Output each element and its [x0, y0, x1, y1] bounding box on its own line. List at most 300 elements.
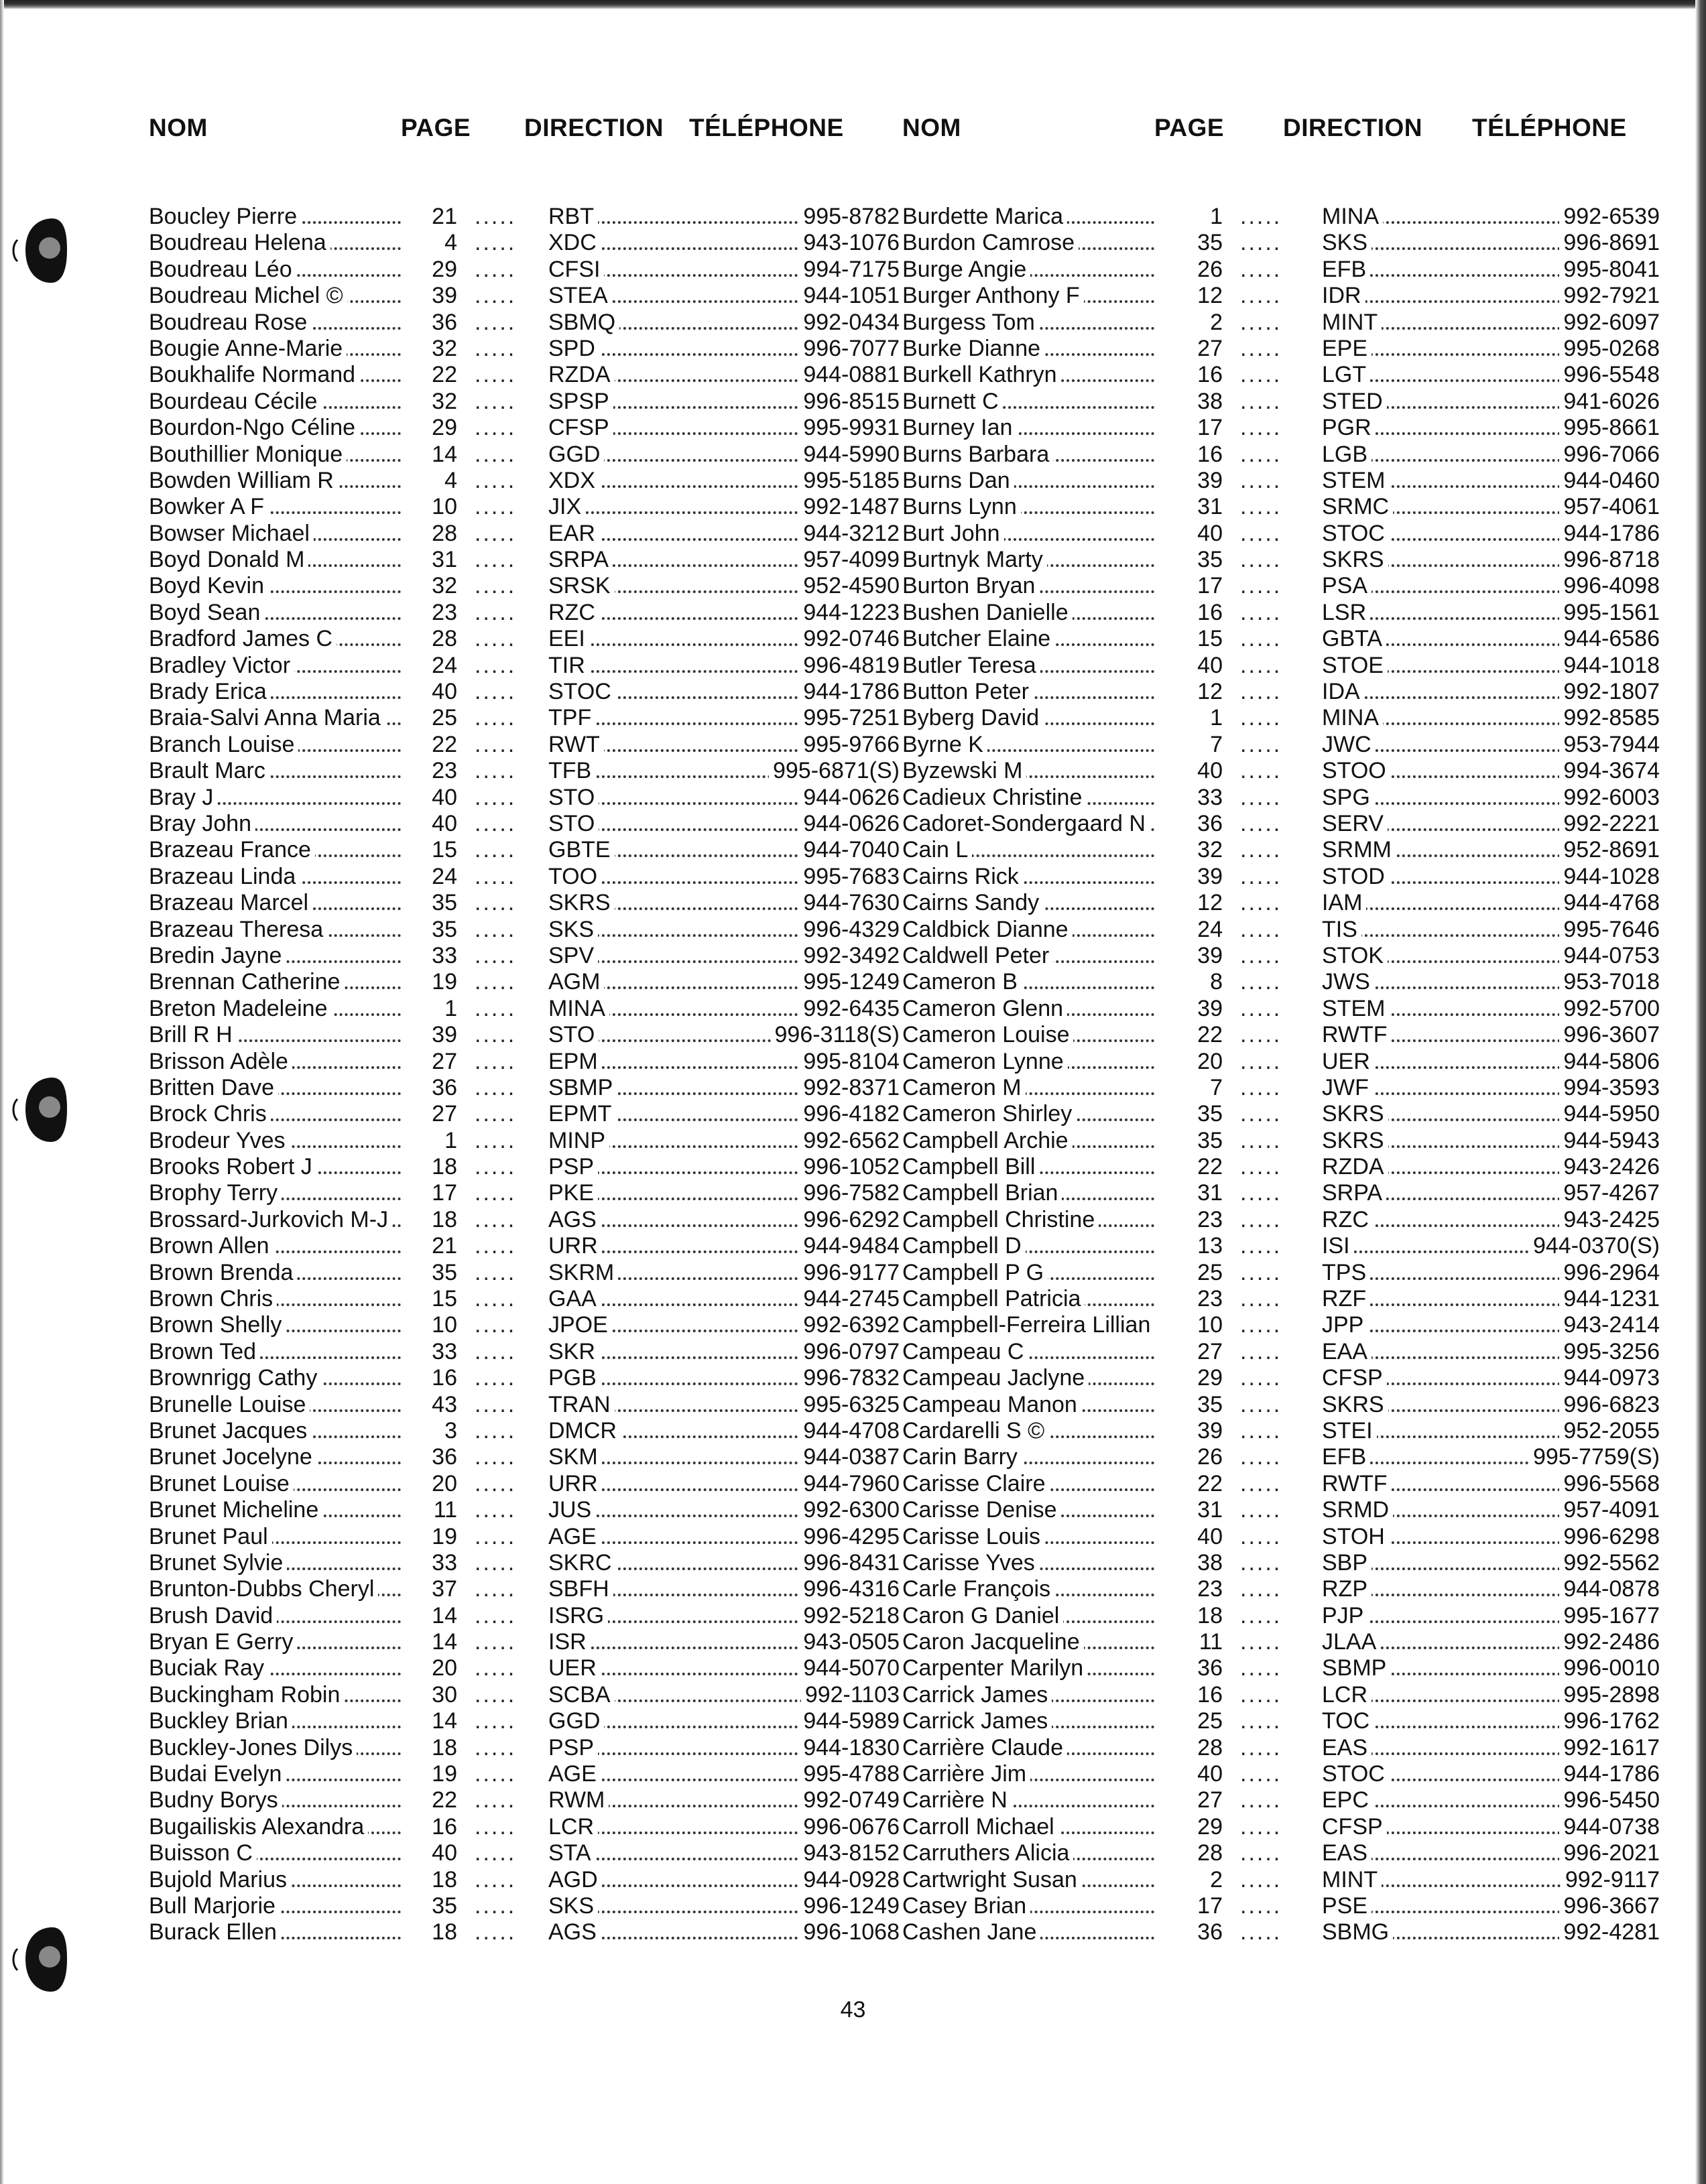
entry-telephone: 995-4788 — [799, 1761, 900, 1787]
scan-right-edge — [1695, 0, 1706, 2184]
entry-telephone: 996-4329 — [799, 917, 900, 942]
entry-page: 14 — [432, 1708, 457, 1734]
entry-page: 21 — [432, 1233, 457, 1259]
entry-telephone: 995-7251 — [799, 705, 900, 730]
entry-name: Cardarelli S © — [902, 1418, 1048, 1443]
entry-telephone: 957-4091 — [1559, 1497, 1660, 1523]
directory-entry — [902, 1180, 1660, 1206]
dot-leader: ..... — [1240, 1681, 1282, 1708]
entry-direction: JPOE — [548, 1312, 612, 1338]
entry-page: 38 — [1197, 388, 1223, 414]
dot-leader: ..... — [1240, 837, 1282, 863]
entry-page: 36 — [1197, 810, 1223, 836]
entry-name-leader — [902, 758, 1164, 784]
entry-name: Bull Marjorie — [149, 1893, 280, 1919]
entry-telephone: 996-4182 — [799, 1101, 900, 1127]
entry-direction: SRSK — [548, 573, 615, 598]
entry-page: 18 — [432, 1919, 457, 1945]
dot-leader: ..... — [1240, 230, 1282, 256]
entry-direction: SBMP — [548, 1075, 617, 1100]
entry-direction: STA — [548, 1840, 595, 1866]
entry-name: Cartwright Susan — [902, 1867, 1081, 1892]
entry-direction: SPSP — [548, 389, 613, 414]
entry-telephone: 992-2221 — [1559, 811, 1660, 836]
entry-name: Brunet Jacques — [149, 1418, 311, 1443]
entry-name-leader — [149, 1893, 410, 1919]
directory-entry — [149, 1550, 906, 1576]
directory-entry — [149, 1735, 906, 1761]
entry-name: Casey Brian — [902, 1893, 1030, 1919]
entry-name-leader — [149, 811, 410, 837]
entry-name: Brazeau Linda — [149, 864, 300, 889]
entry-page: 39 — [1197, 995, 1223, 1021]
dot-leader: ..... — [1240, 1444, 1282, 1470]
entry-telephone: 944-0738 — [1559, 1814, 1660, 1840]
entry-name: Carrick James — [902, 1708, 1052, 1734]
entry-telephone: 992-5562 — [1559, 1550, 1660, 1576]
entry-page: 7 — [1210, 1074, 1223, 1100]
dot-leader: ..... — [1240, 705, 1282, 731]
entry-name: Caldbick Dianne — [902, 917, 1073, 942]
entry-name-leader — [149, 1682, 410, 1708]
entry-name-leader — [902, 389, 1164, 415]
entry-telephone: 992-6097 — [1559, 310, 1660, 335]
dot-leader: ..... — [1240, 890, 1282, 916]
column-header — [149, 109, 906, 149]
entry-name: Carpenter Marilyn — [902, 1655, 1087, 1681]
entry-direction: UER — [1322, 1049, 1374, 1074]
entry-telephone: 996-3607 — [1559, 1022, 1660, 1047]
entry-telephone: 944-0881 — [799, 362, 900, 387]
entry-name-leader — [902, 1814, 1164, 1840]
entry-name: Bray John — [149, 811, 255, 836]
entry-telephone: 944-5806 — [1559, 1049, 1660, 1074]
entry-name: Carrière Jim — [902, 1761, 1030, 1787]
entry-page: 22 — [432, 362, 457, 388]
dot-leader: ..... — [1240, 362, 1282, 388]
entry-name-leader — [149, 1814, 410, 1840]
directory-entry — [902, 1128, 1660, 1154]
entry-name-leader — [902, 890, 1164, 916]
entry-page: 39 — [1197, 863, 1223, 889]
entry-page: 1 — [444, 1127, 457, 1153]
entry-name-leader — [149, 1180, 410, 1206]
dot-leader: ..... — [1240, 1787, 1282, 1813]
directory-entry — [149, 1075, 906, 1101]
entry-name-leader — [902, 1550, 1164, 1576]
entry-direction: SKS — [548, 917, 598, 942]
entry-telephone: 996-7832 — [799, 1365, 900, 1391]
directory-entry — [902, 547, 1660, 573]
entry-page: 32 — [1197, 837, 1223, 863]
entry-name: Bouthillier Monique — [149, 442, 347, 467]
entry-telephone: 944-1830 — [799, 1735, 900, 1760]
entry-name: Cain L — [902, 837, 972, 862]
entry-direction: GGD — [548, 1708, 604, 1734]
entry-direction: SKS — [1322, 230, 1372, 255]
directory-entry — [149, 1286, 906, 1312]
directory-entry — [902, 996, 1660, 1022]
entry-name: Carisse Louis — [902, 1524, 1044, 1549]
entry-name-leader — [149, 1049, 410, 1075]
dot-leader: ..... — [475, 942, 517, 968]
entry-page: 35 — [432, 890, 457, 916]
entry-name: Burney Ian — [902, 415, 1016, 440]
entry-name-leader — [902, 1286, 1164, 1312]
entry-name-leader — [902, 1497, 1164, 1523]
entry-direction: EAS — [1322, 1735, 1372, 1760]
directory-entry — [149, 1339, 906, 1365]
entry-direction: STOC — [1322, 1761, 1389, 1787]
directory-entry — [149, 837, 906, 863]
entry-page: 18 — [432, 1734, 457, 1760]
entry-page: 38 — [1197, 1549, 1223, 1576]
entry-name: Brady Erica — [149, 679, 271, 704]
entry-direction: RZDA — [548, 362, 615, 387]
dot-leader: ..... — [1240, 520, 1282, 546]
entry-direction: STO — [548, 785, 599, 810]
entry-page: 21 — [432, 204, 457, 229]
entry-telephone: 992-1617 — [1559, 1735, 1660, 1760]
entry-direction: SBP — [1322, 1550, 1372, 1576]
entry-direction: LCR — [1322, 1682, 1372, 1708]
entry-telephone: 943-0505 — [799, 1629, 900, 1655]
dot-leader: ..... — [1240, 1655, 1282, 1681]
directory-entry — [149, 389, 906, 415]
entry-page: 39 — [1197, 942, 1223, 968]
entry-name: Brennan Catherine — [149, 969, 344, 994]
dot-leader: ..... — [1240, 1391, 1282, 1417]
directory-entry — [902, 758, 1660, 784]
entry-direction: SBFH — [548, 1576, 613, 1602]
dot-leader: ..... — [1240, 1734, 1282, 1760]
entry-name: Brault Marc — [149, 758, 269, 783]
entry-name-leader — [149, 1919, 410, 1945]
entry-name-leader — [149, 494, 410, 520]
entry-name: Caldwell Peter — [902, 943, 1053, 968]
entry-name-leader — [149, 1655, 410, 1681]
entry-telephone: 944-0753 — [1559, 943, 1660, 968]
entry-page: 14 — [432, 441, 457, 467]
entry-name-leader — [902, 600, 1164, 626]
entry-name: Bryan E Gerry — [149, 1629, 297, 1655]
entry-name-leader — [902, 1154, 1164, 1180]
entry-direction: EFB — [1322, 1444, 1370, 1470]
entry-name: Burns Lynn — [902, 494, 1021, 519]
dot-leader: ..... — [1240, 204, 1282, 229]
directory-entry — [902, 257, 1660, 283]
entry-name-leader — [902, 1128, 1164, 1154]
entry-direction: STOD — [1322, 864, 1389, 889]
entry-name-leader — [902, 573, 1164, 599]
entry-direction: SKRS — [1322, 1128, 1388, 1153]
entry-name: Brunet Micheline — [149, 1497, 322, 1523]
directory-entry — [149, 890, 906, 916]
entry-telephone: 996-1249 — [799, 1893, 900, 1919]
directory-entry — [902, 1101, 1660, 1127]
entry-direction: TPS — [1322, 1260, 1370, 1285]
dot-leader: ..... — [1240, 1312, 1282, 1338]
entry-telephone: 995-2898 — [1559, 1682, 1660, 1708]
entry-name: Campbell P G — [902, 1260, 1048, 1285]
dot-leader: ..... — [1240, 1417, 1282, 1443]
directory-entry — [149, 1603, 906, 1629]
entry-direction: XDX — [548, 468, 599, 493]
entry-direction: RZC — [1322, 1207, 1373, 1232]
entry-page: 15 — [432, 1286, 457, 1312]
entry-name: Carisse Denise — [902, 1497, 1061, 1523]
entry-name-leader — [902, 1101, 1164, 1127]
entry-direction: TIR — [548, 653, 589, 678]
directory-entry — [902, 573, 1660, 599]
directory-entry — [149, 1180, 906, 1206]
entry-page: 40 — [1197, 758, 1223, 784]
entry-telephone: 944-1051 — [799, 283, 900, 308]
entry-page: 25 — [432, 705, 457, 731]
entry-direction: GAA — [548, 1286, 601, 1311]
entry-page: 37 — [432, 1576, 457, 1602]
entry-name: Brown Brenda — [149, 1260, 297, 1285]
entry-direction: CFSP — [1322, 1365, 1387, 1391]
entry-direction: STOC — [1322, 521, 1389, 546]
entry-direction: STO — [548, 811, 599, 836]
entry-page: 16 — [1197, 362, 1223, 388]
entry-name-leader — [149, 1022, 410, 1048]
dot-leader: ..... — [1240, 1022, 1282, 1048]
entry-direction: STOK — [1322, 943, 1388, 968]
directory-entry — [902, 362, 1660, 388]
entry-name: Campbell D — [902, 1233, 1026, 1259]
entry-telephone: 944-0878 — [1559, 1576, 1660, 1602]
entry-name: Boudreau Rose — [149, 310, 311, 335]
entry-page: 17 — [1197, 1893, 1223, 1919]
entry-name: Cairns Rick — [902, 864, 1023, 889]
dot-leader: ..... — [1240, 573, 1282, 599]
dot-leader: ..... — [1240, 626, 1282, 652]
dot-leader: ..... — [475, 1497, 517, 1523]
entry-name-leader — [149, 626, 410, 652]
directory-entry — [902, 626, 1660, 652]
entry-telephone: 944-7960 — [799, 1471, 900, 1496]
entry-telephone: 944-1786 — [1559, 521, 1660, 546]
entry-telephone: 995-6871(S) — [769, 758, 900, 783]
dot-leader: ..... — [1240, 309, 1282, 335]
dot-leader: ..... — [1240, 1127, 1282, 1153]
entry-telephone: 995-7683 — [799, 864, 900, 889]
entry-page: 32 — [432, 335, 457, 361]
directory-entry — [902, 1154, 1660, 1180]
directory-entry — [902, 1392, 1660, 1418]
entry-direction: RZP — [1322, 1576, 1372, 1602]
entry-direction: LCR — [548, 1814, 598, 1840]
entry-direction: STEM — [1322, 468, 1389, 493]
entry-direction: CFSP — [548, 415, 613, 440]
directory-entry — [902, 1682, 1660, 1708]
directory-entry — [149, 653, 906, 679]
entry-name: Campeau Manon — [902, 1392, 1081, 1417]
entry-direction: MINT — [1322, 1867, 1382, 1892]
directory-entry — [149, 1682, 906, 1708]
entry-name-leader — [149, 283, 410, 309]
entry-direction: XDC — [548, 230, 601, 255]
entry-page: 36 — [1197, 1655, 1223, 1681]
entry-name-leader — [902, 547, 1164, 573]
entry-telephone: 944-1223 — [799, 600, 900, 625]
directory-entry — [149, 494, 906, 520]
entry-name-leader — [149, 1708, 410, 1734]
entry-telephone: 944-5990 — [799, 442, 900, 467]
directory-entry — [149, 1444, 906, 1470]
entry-name: Campbell-Ferreira Lillian — [902, 1312, 1154, 1338]
dot-leader: ..... — [475, 256, 517, 282]
entry-name-leader — [149, 1840, 410, 1866]
dot-leader: ..... — [475, 1734, 517, 1760]
directory-entry — [902, 837, 1660, 863]
entry-name-leader — [902, 1629, 1164, 1655]
entry-telephone: 944-0460 — [1559, 468, 1660, 493]
entry-page: 14 — [432, 1629, 457, 1655]
directory-entry — [149, 1154, 906, 1180]
entry-telephone: 943-2426 — [1559, 1154, 1660, 1179]
entry-name: Cashen Jane — [902, 1919, 1040, 1945]
entry-name-leader — [902, 943, 1164, 969]
entry-page: 22 — [1197, 1022, 1223, 1048]
directory-entry — [902, 969, 1660, 995]
directory-entry — [902, 1444, 1660, 1470]
directory-column-left — [149, 109, 906, 1946]
entry-direction: JWS — [1322, 969, 1374, 994]
entry-direction: SRPA — [548, 547, 613, 572]
entry-page: 35 — [432, 1893, 457, 1919]
entry-direction: AGE — [548, 1761, 601, 1787]
entry-direction: TPF — [548, 705, 595, 730]
dot-leader: ..... — [475, 1391, 517, 1417]
directory-entry — [902, 1524, 1660, 1550]
entry-name: Campeau C — [902, 1339, 1028, 1364]
entry-name: Buciak Ray — [149, 1655, 268, 1681]
entry-direction: SKR — [548, 1339, 599, 1364]
entry-telephone: 996-7582 — [799, 1180, 900, 1206]
entry-page: 10 — [1197, 1312, 1223, 1338]
entry-direction: EPMT — [548, 1101, 615, 1127]
dot-leader: ..... — [1240, 1259, 1282, 1285]
entry-name: Cameron Louise — [902, 1022, 1073, 1047]
entry-direction: SKS — [548, 1893, 598, 1919]
entry-name: Carrière Claude — [902, 1735, 1067, 1760]
entry-page: 22 — [1197, 1470, 1223, 1496]
entry-name: Breton Madeleine — [149, 996, 332, 1021]
entry-direction: AGS — [548, 1207, 601, 1232]
entry-page: 32 — [432, 573, 457, 599]
entry-direction: EAR — [548, 521, 599, 546]
directory-entry — [149, 204, 906, 230]
entry-page: 20 — [432, 1655, 457, 1681]
entry-page: 13 — [1197, 1233, 1223, 1259]
entry-telephone: 992-1487 — [799, 494, 900, 519]
entry-page: 31 — [1197, 1497, 1223, 1523]
entry-name-leader — [149, 785, 410, 811]
entry-telephone: 944-7630 — [799, 890, 900, 915]
entry-page: 1 — [1210, 705, 1223, 731]
entry-telephone: 943-1076 — [799, 230, 900, 255]
entry-telephone: 944-0370(S) — [1529, 1233, 1660, 1259]
entry-name-leader — [149, 521, 410, 547]
entry-page: 33 — [432, 1338, 457, 1364]
entry-direction: SKRS — [1322, 547, 1388, 572]
entry-direction: PSP — [548, 1154, 598, 1179]
entry-name: Burnett C — [902, 389, 1003, 414]
entry-page: 19 — [432, 969, 457, 995]
entry-name-leader — [902, 1392, 1164, 1418]
dot-leader: ..... — [1240, 1549, 1282, 1576]
entry-page: 1 — [1210, 204, 1223, 229]
directory-entry — [902, 785, 1660, 811]
entry-name: Brossard-Jurkovich M-J — [149, 1207, 392, 1232]
entry-direction: STEM — [1322, 996, 1389, 1021]
entry-direction: JPP — [1322, 1312, 1367, 1338]
directory-entry — [902, 389, 1660, 415]
entry-name-leader — [149, 1286, 410, 1312]
entry-name: Campbell Bill — [902, 1154, 1039, 1179]
directory-entry — [149, 1655, 906, 1681]
entry-page: 19 — [432, 1523, 457, 1549]
entry-name-leader — [902, 442, 1164, 468]
entry-direction: SERV — [1322, 811, 1388, 836]
entry-page: 23 — [432, 599, 457, 625]
directory-entry — [902, 1418, 1660, 1444]
entry-telephone: 944-4768 — [1559, 890, 1660, 915]
entry-name: Brock Chris — [149, 1101, 271, 1127]
entry-page: 27 — [1197, 1338, 1223, 1364]
entry-name-leader — [149, 1392, 410, 1418]
entry-direction: SRMC — [1322, 494, 1393, 519]
directory-entry — [149, 1022, 906, 1048]
scan-left-edge — [0, 0, 4, 2184]
entry-name-leader — [902, 1471, 1164, 1497]
entry-name: Butler Teresa — [902, 653, 1040, 678]
entry-telephone: 996-8718 — [1559, 547, 1660, 572]
dot-leader: ..... — [475, 890, 517, 916]
entry-direction: SKRS — [548, 890, 615, 915]
entry-page: 24 — [432, 652, 457, 678]
entry-telephone: 941-6026 — [1559, 389, 1660, 414]
dot-leader: ..... — [475, 731, 517, 757]
entry-telephone: 995-8782 — [799, 204, 900, 229]
entry-name-leader — [149, 204, 410, 230]
entry-direction: GGD — [548, 442, 604, 467]
entry-page: 29 — [1197, 1813, 1223, 1840]
entry-telephone: 944-1786 — [799, 679, 900, 704]
entry-telephone: 944-0973 — [1559, 1365, 1660, 1391]
entry-name: Bujold Marius — [149, 1867, 291, 1892]
entry-name: Budai Evelyn — [149, 1761, 286, 1787]
entry-direction: DMCR — [548, 1418, 621, 1443]
entry-direction: EPC — [1322, 1787, 1373, 1813]
dot-leader: ..... — [1240, 942, 1282, 968]
entry-direction: RZC — [548, 600, 599, 625]
entry-name: Brunton-Dubbs Cheryl — [149, 1576, 378, 1602]
entry-name-leader — [902, 1233, 1164, 1259]
entry-direction: JWC — [1322, 732, 1376, 757]
entry-direction: CFSP — [1322, 1814, 1387, 1840]
entry-direction: MINA — [548, 996, 609, 1021]
directory-entry — [902, 1049, 1660, 1075]
entry-telephone: 992-2486 — [1559, 1629, 1660, 1655]
dot-leader: ..... — [475, 626, 517, 652]
entry-telephone: 995-8104 — [799, 1049, 900, 1074]
directory-entry — [902, 1893, 1660, 1919]
entry-name-leader — [149, 442, 410, 468]
